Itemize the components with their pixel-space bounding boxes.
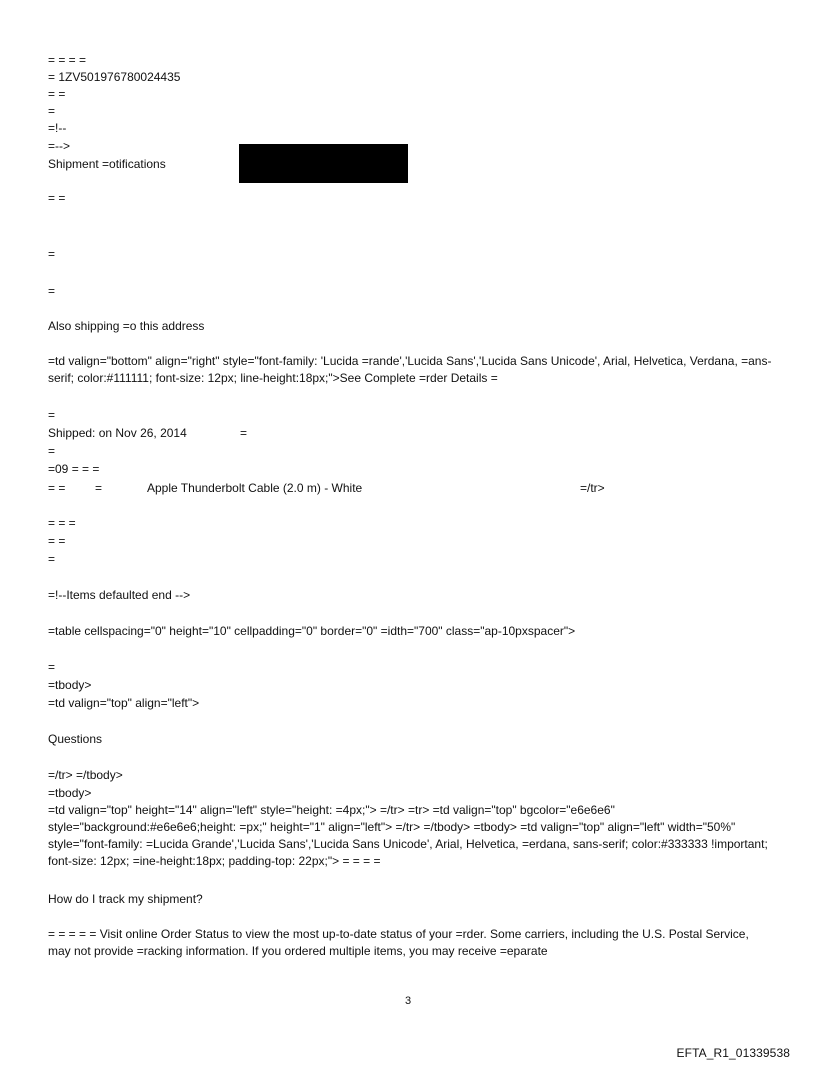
text-line: =--> xyxy=(48,139,71,153)
order-details-html-line: =td valign="bottom" align="right" style="font-family: 'Lucida =rande','Lucida Sans','Lucida Sans Unicode', Arial, Helvetica, Verdana, =ans-serif; color:#111111; font-size: 12px; line-height:18px;">See Complete =rder Details = xyxy=(48,354,772,385)
text-line: =td valign="top" align="left"> xyxy=(48,696,200,710)
style-html-paragraph: =td valign="top" height="14" align="left" style="height: =4px;"> =/tr> =tr> =td valign="top" bgcolor="e6e6e6" style="background:#e6e6e6;height: =px;" height="1" align="left"> =/tr> =/tbody> =tbody> =td valign="top" align="left" width="50%" style="font-family: =Lucida Grande','Lucida Sans','Lucida Sans Unicode', Arial, Helvetica, =erdana, sans-serif; color:#333333 !important; font-size: 12px; =ine-height:18px; padding-top: 22px;"> = = = = xyxy=(48,803,768,868)
text-line: =/tr> =/tbody> xyxy=(48,768,123,782)
text-line: = xyxy=(48,552,56,566)
tracking-number-line: = 1ZV501976780024435 xyxy=(48,70,181,84)
shipped-item-row xyxy=(0,480,605,582)
text-line: = xyxy=(48,408,56,422)
faq-answer: = = = = = Visit online Order Status to view the most up-to-date status of your =rder. Some carriers, including the U.S. Postal Service, may not provide =racking information. If you ordered multiple items, you may receive =eparate xyxy=(48,927,749,958)
text-line: = = = = xyxy=(48,53,87,67)
questions-heading: Questions xyxy=(48,732,103,746)
page-number: 3 xyxy=(404,995,412,1007)
also-shipping-line: Also shipping =o this address xyxy=(48,319,205,333)
text-line: = xyxy=(48,660,56,674)
text-line: = xyxy=(240,426,248,440)
shipped-date-line: Shipped: on Nov 26, 2014 xyxy=(48,426,187,440)
shipment-notifications-heading: Shipment =otifications xyxy=(48,157,166,171)
text-line: =!-- xyxy=(48,121,67,135)
text-line: = = xyxy=(48,191,66,205)
text-line: =09 = = = xyxy=(48,462,100,476)
text-fragment: =/tr> xyxy=(580,481,605,495)
bates-number: EFTA_R1_01339538 xyxy=(676,1046,790,1060)
text-line: = xyxy=(48,104,56,118)
text-line: = = = xyxy=(48,516,76,530)
text-line: = = xyxy=(48,87,66,101)
text-line: =tbody> xyxy=(48,678,92,692)
text-line: = xyxy=(48,247,56,261)
text-line: =tbody> xyxy=(48,786,92,800)
text-line: = xyxy=(48,444,56,458)
text-fragment: = xyxy=(95,481,103,495)
items-comment-line: =!--Items defaulted end --> xyxy=(48,588,191,602)
text-fragment: = = xyxy=(48,481,66,495)
redaction-box xyxy=(239,144,408,183)
text-line: = xyxy=(48,284,56,298)
table-html-line: =table cellspacing="0" height="10" cellpadding="0" border="0" =idth="700" class="ap-10pxspacer"> xyxy=(48,624,576,638)
text-line: = = xyxy=(48,534,66,548)
faq-question: How do I track my shipment? xyxy=(48,892,203,906)
item-name: Apple Thunderbolt Cable (2.0 m) - White xyxy=(147,481,363,495)
